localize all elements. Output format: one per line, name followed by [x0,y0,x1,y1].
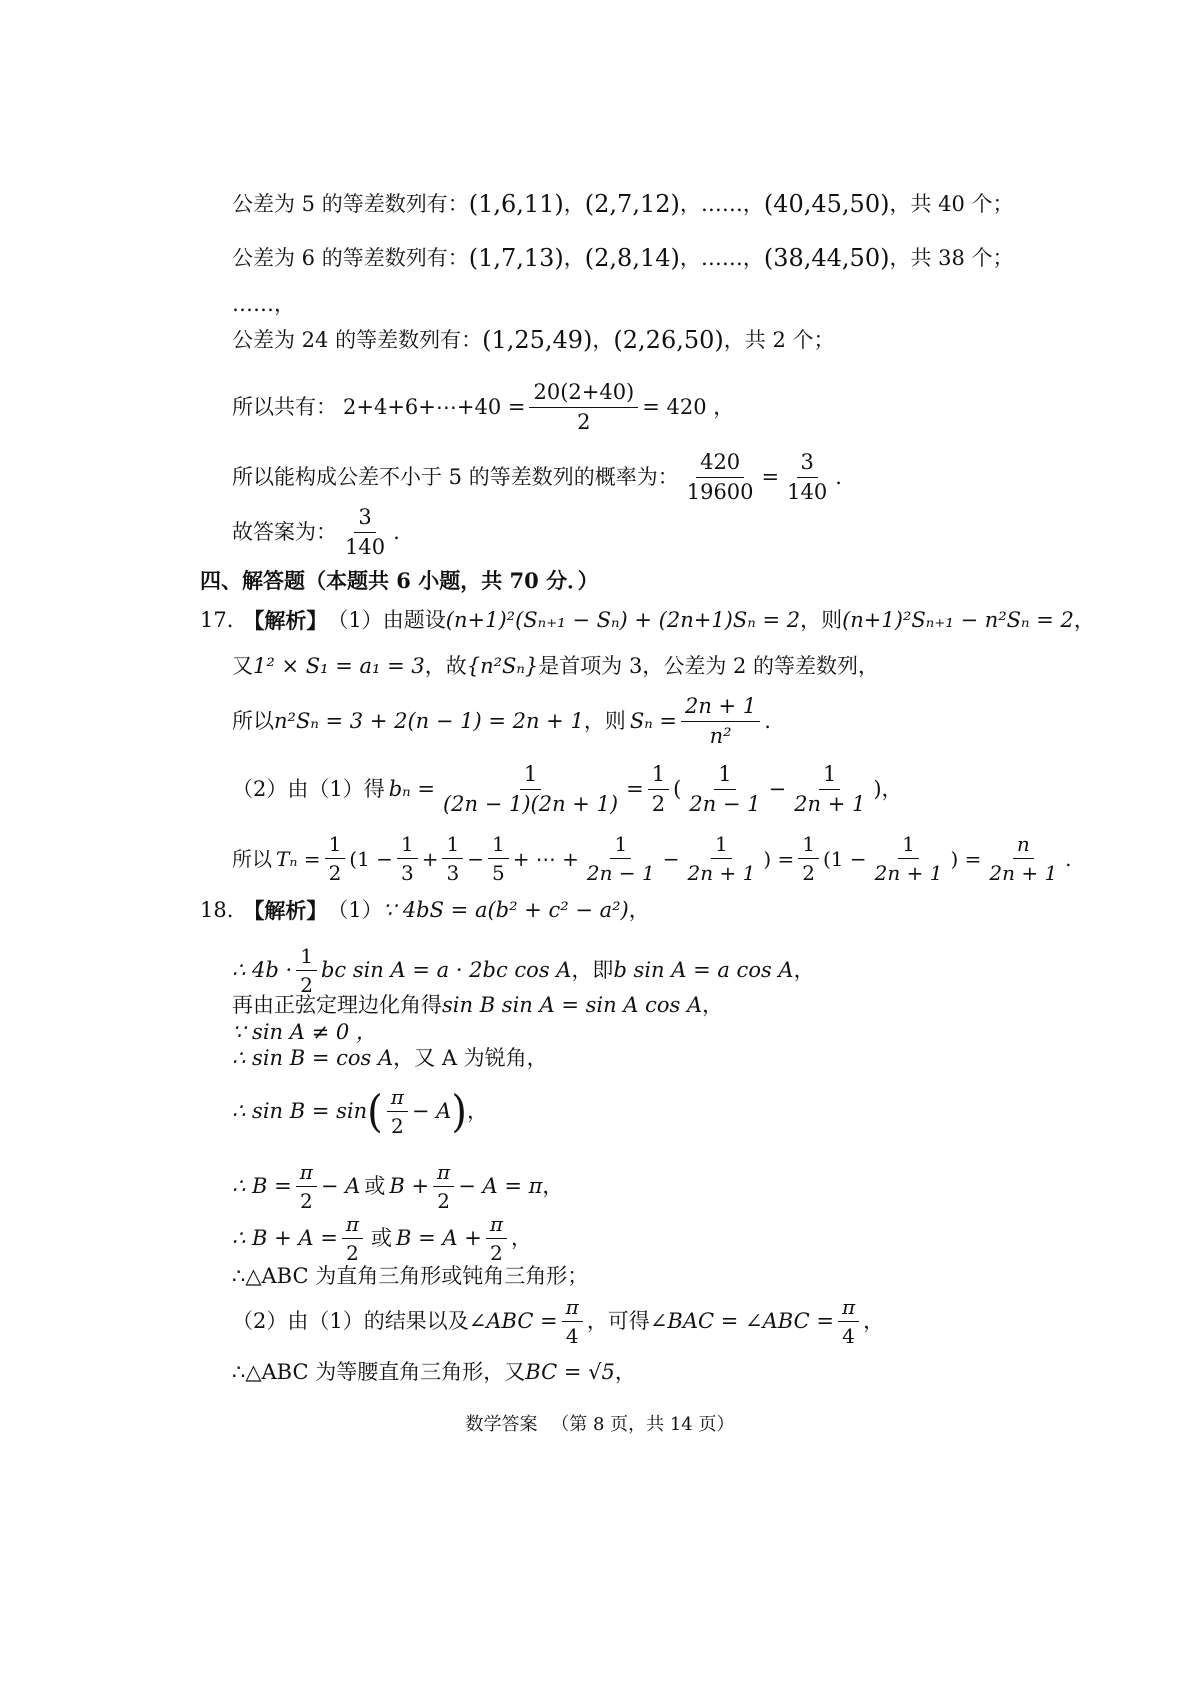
denominator: 4 [842,1324,855,1348]
denominator: 3 [400,861,414,885]
math: n²Sₙ = 3 + 2(n − 1) = 2n + 1 [274,709,584,734]
numerator: 1 [442,832,463,859]
denominator: 2 [651,792,666,817]
math: )， [873,777,903,802]
numerator: π [296,1160,317,1187]
problem-18-line-4 [232,1020,377,1045]
text: ∴△ABC 为等腰直角三角形，又 [232,1360,526,1384]
text: 公差为 6 的等差数列有： [232,245,469,270]
math: (1 − [349,846,393,871]
text: ， [542,1173,564,1198]
math: ( [673,777,682,802]
math: ∵ 4bS = a(b² + c² − a²) [382,898,629,922]
text: ， [563,191,585,216]
fraction [562,1295,583,1348]
line-probability [232,450,842,505]
text: ，共 2 个； [723,327,835,352]
fraction [486,1212,507,1265]
text: （2）由（1）得 [232,777,385,802]
math: (n+1)²Sₙ₊₁ − n²Sₙ = 2 [842,608,1074,632]
denominator: 3 [446,861,460,885]
problem-17-line-4 [232,762,903,817]
text: ……， [232,292,295,316]
math: . [835,465,842,490]
denominator: 140 [787,480,828,505]
problem-17-line-2 [232,654,879,679]
math: ∴ 4b · [232,957,293,982]
math: = [626,777,644,802]
math: (1 − [822,846,867,871]
denominator: 2n + 1 [687,861,756,885]
fraction [439,762,622,817]
fraction [296,1160,317,1213]
text: 所以 [232,709,274,734]
line-answer [232,505,400,560]
denominator: 2n − 1 [689,792,761,817]
heading-text: 四、解答题（本题共 6 小题，共 70 分．） [200,568,599,593]
denominator: 2 [802,861,815,885]
fraction [325,832,346,885]
text: 所以 [232,846,272,871]
denominator: 2 [328,861,342,885]
math: + ⋯ + [512,846,579,871]
math: = [761,465,780,490]
section-heading [200,568,599,593]
denominator: 2 [490,1241,503,1265]
text: ，故 [424,654,467,678]
math: . [764,709,771,734]
fraction [433,1160,454,1213]
text: ， [592,327,614,352]
line-ellipsis [232,292,295,317]
math: − [768,777,787,802]
denominator: 2 [300,973,313,997]
text: ， [702,993,724,1017]
math: . [1065,846,1072,871]
text: 公差为 5 的等差数列有： [232,191,469,216]
math: (n+1)²(Sₙ₊₁ − Sₙ) + (2n+1)Sₙ = 2 [445,608,801,632]
problem-18-line-5 [232,1046,548,1071]
analysis-tag: 【解析】 [243,898,328,923]
text: ， [628,898,650,922]
text: 或 [364,1173,386,1198]
text: ， [614,1360,636,1384]
math: ∠ABC = [468,1308,558,1333]
denominator: 2 [577,410,591,435]
problem-17-line-3 [232,694,771,749]
text: ，……， [679,191,764,216]
left-paren: ( [367,1086,383,1137]
math: ∴ B = [232,1173,292,1198]
problem-18-line-9 [232,1264,588,1289]
fraction [684,832,760,885]
numerator: 1 [397,832,418,859]
fraction [871,832,947,885]
fraction [488,832,509,885]
problem-18-line-6 [232,1085,488,1138]
denominator: 4 [565,1324,579,1348]
text: ， [466,1098,488,1123]
math: − A [411,1098,452,1123]
fraction [683,450,758,505]
math: − A [320,1173,361,1198]
numerator: 1 [798,832,819,859]
math: (1,25,49) [482,326,593,354]
denominator: 5 [491,861,505,885]
fraction [783,450,831,505]
problem-17-line-1 [200,608,1095,633]
text: 再由正弦定理边化角得 [232,993,442,1017]
footer-subject: 数学答案 [465,1414,538,1435]
math: (1,7,13) [468,244,564,272]
text: ∴△ABC 为直角三角形或钝角三角形； [232,1264,589,1288]
text: ，即 [571,957,614,982]
numerator: 20(2+40) [529,380,638,408]
numerator: 1 [648,762,669,790]
problem-18-line-7 [232,1160,563,1213]
text: ，可得 [586,1308,650,1333]
math: + [421,846,439,871]
math: bc sin A = a · 2bc cos A [320,957,572,982]
fraction [648,762,669,817]
problem-18-line-8 [232,1212,532,1265]
problem-18-line-11 [232,1360,636,1385]
math: ) = [950,846,982,871]
math: (2,8,14) [584,244,680,272]
text: ， [511,1225,532,1250]
numerator: π [387,1085,408,1112]
math: Tₙ = [276,846,321,871]
denominator: 2 [390,1114,404,1138]
math: sin B sin A = sin A cos A [442,993,703,1017]
math: = 420 ， [642,395,735,420]
fraction [296,944,317,997]
denominator: 2 [299,1189,313,1213]
text: ， [863,1308,885,1333]
text: ， [793,957,815,982]
numerator: 3 [354,505,375,533]
numerator: π [562,1295,583,1322]
numerator: 1 [898,832,919,859]
right-paren: ) [451,1086,467,1137]
numerator: π [433,1160,454,1187]
fraction [838,1295,859,1348]
denominator: (2n − 1)(2n + 1) [442,792,619,817]
problem-17-line-5 [232,832,1072,885]
math: {n²Sₙ} [466,654,539,678]
denominator: 2 [346,1241,359,1265]
math: 2+4+6+⋯+40 = [343,395,526,420]
text: ，共 38 个； [889,245,1014,270]
text: ，共 40 个； [889,191,1014,216]
math: (2,7,12) [584,190,680,218]
math: b sin A = a cos A [613,957,794,982]
text: （2）由（1）的结果以及 [232,1308,469,1333]
fraction [685,762,764,817]
fraction [583,832,659,885]
denominator: 2n + 1 [989,861,1058,885]
math: ∴ B + A = [232,1225,338,1250]
line-diff-24 [232,326,834,355]
text: 或 [371,1225,393,1250]
math: ) = [763,846,795,871]
text: 所以能构成公差不小于 5 的等差数列的概率为： [232,465,679,490]
fraction [397,832,418,885]
line-total [232,380,734,435]
text: ， [1073,608,1095,632]
text: ，……， [679,245,764,270]
numerator: 3 [797,450,818,478]
math: bₙ = [388,777,435,802]
numerator: 1 [488,832,509,859]
line-diff-6 [232,244,1014,273]
fraction [985,832,1061,885]
problem-number: 17. [200,608,234,632]
numerator: 1 [325,832,346,859]
text: 所以共有： [232,395,337,420]
fraction [387,1085,408,1138]
math: (40,45,50) [763,190,890,218]
math: Sₙ = [629,709,677,734]
numerator: n [1013,832,1034,859]
denominator: 2 [437,1189,450,1213]
math: − [662,846,680,871]
math: (38,44,50) [763,244,890,272]
problem-18-line-2 [232,944,815,997]
math: BC = √5 [525,1360,615,1384]
text: （1） [327,898,383,922]
footer-page-number: （第 8 页，共 14 页） [551,1414,735,1435]
numerator: 1 [610,832,631,859]
problem-18-line-3 [232,993,723,1018]
page-footer [0,1410,1200,1436]
fraction [529,380,638,435]
math: (2,26,50) [613,326,724,354]
text: ，则 [583,709,626,734]
text: 公差为 24 的等差数列有： [232,327,483,352]
math: 1² × S₁ = a₁ = 3 [253,654,425,678]
math: (1,6,11) [468,190,564,218]
denominator: 2n − 1 [586,861,655,885]
math: B + [389,1173,430,1198]
text: （1）由题设 [327,608,446,632]
text: 又 [232,654,253,678]
math: ∠BAC = ∠ABC = [649,1308,834,1333]
numerator: 1 [819,762,840,790]
fraction [342,1212,363,1265]
text: 故答案为： [232,520,337,545]
math: ∵ sin A ≠ 0 ， [232,1020,377,1044]
fraction [790,762,869,817]
denominator: 19600 [686,480,754,505]
math: . [393,520,400,545]
text: ，又 A 为锐角， [393,1046,548,1070]
problem-number: 18. [200,898,234,922]
text: 是首项为 3，公差为 2 的等差数列， [538,654,880,678]
numerator: 1 [711,832,732,859]
problem-18-line-10 [232,1295,884,1348]
problem-18-line-1 [200,898,650,923]
numerator: 420 [696,450,744,478]
numerator: 1 [520,762,541,790]
math: − A = π [458,1173,543,1198]
math: ∴ sin B = cos A [232,1046,394,1070]
numerator: π [486,1212,507,1239]
analysis-tag: 【解析】 [243,608,328,633]
text: ， [563,245,585,270]
fraction [442,832,463,885]
denominator: n² [709,724,732,749]
denominator: 2n + 1 [874,861,943,885]
math: − [467,846,484,871]
text: ，则 [800,608,843,632]
fraction [341,505,389,560]
math: B = A + [396,1225,482,1250]
numerator: π [838,1295,859,1322]
numerator: 2n + 1 [681,694,760,722]
fraction [798,832,819,885]
denominator: 140 [345,535,386,560]
denominator: 2n + 1 [794,792,866,817]
numerator: π [342,1212,363,1239]
numerator: 1 [714,762,735,790]
numerator: 1 [296,944,317,971]
math: ∴ sin B = sin [232,1098,368,1123]
fraction [681,694,760,749]
line-diff-5 [232,190,1014,219]
